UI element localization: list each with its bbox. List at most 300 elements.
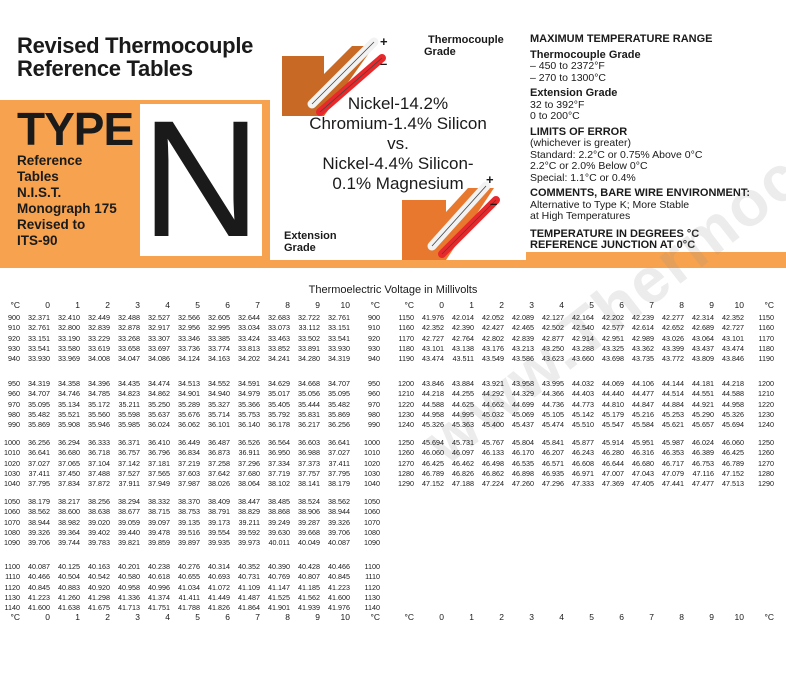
plus-sign: +	[486, 172, 494, 187]
table-cell: 39.935	[208, 538, 230, 548]
table-cell: 41.751	[148, 603, 170, 613]
table-cell: 47.513	[722, 479, 744, 489]
table-cell: 1280	[398, 468, 414, 478]
table-cell: 32.644	[238, 313, 260, 322]
table-cell: 44.069	[602, 379, 624, 388]
table-cell: 41.638	[58, 603, 80, 613]
tc-grade-heading: Thermocouple Grade	[530, 48, 641, 61]
table-cell: 39.211	[238, 517, 260, 527]
table-cell: 41.901	[268, 603, 290, 613]
table-cell: 46.060	[422, 448, 444, 458]
table-cell: 45.657	[692, 420, 714, 430]
table-cell: 9	[315, 612, 320, 622]
table-cell: 2	[105, 300, 110, 310]
table-cell: 4	[165, 612, 170, 622]
table-cell: °C	[404, 612, 414, 622]
table-cell: 42.914	[572, 333, 594, 343]
table-cell: 33.229	[88, 333, 110, 343]
table-cell: 46.717	[662, 458, 684, 468]
table-cell: 37.296	[238, 458, 260, 468]
table-cell: 41.109	[238, 582, 260, 592]
table-cell: 32.878	[118, 323, 140, 333]
table-cell: 35.134	[58, 399, 80, 409]
table-cell: 40.731	[238, 572, 260, 582]
plus-sign: +	[380, 34, 388, 49]
table-cell: 34.008	[88, 354, 110, 364]
table-cell: 1010	[4, 448, 20, 458]
table-cell: 36.718	[88, 448, 110, 458]
table-cell: 40.390	[268, 562, 290, 571]
table-cell: 39.668	[298, 527, 320, 537]
table-cell: 46.826	[452, 468, 474, 478]
table-cell: 2	[499, 300, 504, 310]
limits-heading: LIMITS OF ERROR	[530, 125, 628, 138]
table-cell: 35.444	[298, 399, 320, 409]
table-cell: 39.630	[268, 527, 290, 537]
table-cell: 36.950	[268, 448, 290, 458]
table-cell: 46.389	[692, 448, 714, 458]
table-cell: 920	[368, 333, 380, 343]
table-cell: °C	[370, 612, 380, 622]
table-cell: 37.488	[88, 468, 110, 478]
table-cell: 42.352	[422, 323, 444, 333]
table-cell: 40.958	[118, 582, 140, 592]
table-cell: 1200	[758, 379, 774, 388]
table-cell: 44.773	[572, 399, 594, 409]
table-cell: 1120	[364, 582, 380, 592]
table-cell: 38.409	[208, 497, 230, 506]
table-cell: 41.713	[118, 603, 140, 613]
table-cell: 39.706	[28, 538, 50, 548]
table-cell: 1240	[398, 420, 414, 430]
table-cell: 32.449	[88, 313, 110, 322]
table-cell: 1210	[398, 389, 414, 399]
table-cell: 950	[8, 379, 20, 388]
table-cell: 39.326	[328, 517, 350, 527]
table-cell: 46.280	[602, 448, 624, 458]
table-cell: 44.958	[422, 409, 444, 419]
table-cell: 6	[225, 612, 230, 622]
table-cell: 33.736	[178, 343, 200, 353]
table-cell: 32.605	[208, 313, 230, 322]
table-cell: 35.560	[88, 409, 110, 419]
table-cell: 36.333	[88, 438, 110, 447]
table-cell: 44.588	[422, 399, 444, 409]
table-cell: 5	[195, 612, 200, 622]
table-cell: 0	[45, 300, 50, 310]
table-cell: 35.250	[148, 399, 170, 409]
table-cell: 38.753	[178, 507, 200, 517]
table-cell: 37.027	[328, 448, 350, 458]
table-cell: 44.699	[512, 399, 534, 409]
table-cell: 43.064	[692, 333, 714, 343]
table-cell: °C	[370, 300, 380, 310]
table-cell: 10	[340, 612, 350, 622]
table-cell: 8	[285, 612, 290, 622]
table-cell: 35.985	[118, 420, 140, 430]
subtitle-line: ITS-90	[17, 233, 58, 248]
table-cell: 41.223	[28, 592, 50, 602]
table-cell: 7	[255, 300, 260, 310]
table-cell: 37.373	[298, 458, 320, 468]
table-cell: 39.097	[148, 517, 170, 527]
table-cell: 46.753	[692, 458, 714, 468]
table-cell: 8	[679, 300, 684, 310]
type-heading: TYPE	[17, 103, 134, 155]
max-range-heading: MAXIMUM TEMPERATURE RANGE	[530, 33, 713, 45]
minus-sign: –	[490, 196, 498, 211]
table-cell: 43.474	[722, 343, 744, 353]
table-cell: 42.689	[692, 323, 714, 333]
table-cell: 35.908	[58, 420, 80, 430]
table-cell: 32.527	[148, 313, 170, 322]
table-cell: 46.316	[632, 448, 654, 458]
table-cell: 990	[8, 420, 20, 430]
table-cell: 32.488	[118, 313, 140, 322]
table-cell: 40.087	[28, 562, 50, 571]
table-cell: 39.059	[118, 517, 140, 527]
table-cell: 1030	[4, 468, 20, 478]
table-cell: 42.164	[572, 313, 594, 322]
table-cell: 1050	[4, 497, 20, 506]
table-cell: 45.804	[512, 438, 534, 447]
table-cell: 42.540	[572, 323, 594, 333]
table-cell: 32.761	[28, 323, 50, 333]
table-cell: 35.095	[28, 399, 50, 409]
table-cell: 36.911	[238, 448, 260, 458]
table-cell: 42.277	[662, 313, 684, 322]
table-cell: 1220	[398, 399, 414, 409]
table-cell: 6	[619, 612, 624, 622]
table-cell: 47.333	[572, 479, 594, 489]
table-cell: 37.987	[178, 479, 200, 489]
table-cell: 47.116	[692, 468, 714, 478]
table-cell: 44.810	[602, 399, 624, 409]
table-cell: 44.551	[692, 389, 714, 399]
table-cell: 44.366	[542, 389, 564, 399]
table-cell: 37.834	[58, 479, 80, 489]
table-cell: 1030	[364, 468, 380, 478]
table-cell: 45.584	[632, 420, 654, 430]
table-cell: 37.527	[118, 468, 140, 478]
table-cell: 37.949	[148, 479, 170, 489]
table-cell: 43.995	[542, 379, 564, 388]
table-cell: 32.566	[178, 313, 200, 322]
table-cell: 45.621	[662, 420, 684, 430]
table-cell: 33.151	[28, 333, 50, 343]
table-cell: 39.897	[178, 538, 200, 548]
table-cell: 36.140	[238, 420, 260, 430]
table-cell: 43.549	[482, 354, 504, 364]
table-cell: 39.020	[88, 517, 110, 527]
reference-junction-heading: REFERENCE JUNCTION AT 0°C	[530, 239, 696, 251]
table-cell: 35.095	[328, 389, 350, 399]
table-cell: 34.280	[298, 354, 320, 364]
table-cell: 44.625	[452, 399, 474, 409]
table-cell: 45.253	[662, 409, 684, 419]
table-cell: °C	[10, 612, 20, 622]
table-cell: 46.097	[452, 448, 474, 458]
table-cell: 34.591	[238, 379, 260, 388]
table-cell: 43.101	[722, 333, 744, 343]
table-cell: 33.930	[28, 354, 50, 364]
table-cell: 42.877	[542, 333, 564, 343]
table-cell: 34.124	[178, 354, 200, 364]
table-cell: 43.698	[602, 354, 624, 364]
table-cell: 37.795	[328, 468, 350, 478]
table-cell: 33.852	[268, 343, 290, 353]
table-cell: 6	[619, 300, 624, 310]
table-cell: 1040	[4, 479, 20, 489]
table-cell: 46.425	[722, 448, 744, 458]
table-cell: 38.370	[178, 497, 200, 506]
table-cell: 7	[649, 300, 654, 310]
table-cell: 45.179	[602, 409, 624, 419]
table-cell: 42.014	[452, 313, 474, 322]
table-cell: 38.141	[298, 479, 320, 489]
table-cell: 42.652	[662, 323, 684, 333]
subtitle-line: Tables	[17, 169, 59, 184]
table-cell: 41.864	[238, 603, 260, 613]
table-cell: 35.405	[268, 399, 290, 409]
table-cell: 45.877	[572, 438, 594, 447]
table-cell: 37.911	[118, 479, 140, 489]
table-cell: 4	[559, 612, 564, 622]
table-cell: 39.859	[148, 538, 170, 548]
table-cell: 37.104	[88, 458, 110, 468]
table-cell: 43.846	[722, 354, 744, 364]
table-cell: 38.868	[268, 507, 290, 517]
table-cell: 35.753	[238, 409, 260, 419]
table-cell: 46.462	[452, 458, 474, 468]
table-cell: 34.862	[148, 389, 170, 399]
table-cell: 3	[529, 612, 534, 622]
table-cell: 45.547	[602, 420, 624, 430]
table-cell: 40.769	[268, 572, 290, 582]
table-cell: 1090	[364, 538, 380, 548]
table-cell: 1260	[758, 448, 774, 458]
table-cell: 35.831	[298, 409, 320, 419]
table-cell: 45.767	[482, 438, 504, 447]
table-cell: 37.181	[148, 458, 170, 468]
table-cell: 44.144	[662, 379, 684, 388]
table-cell: 40.845	[328, 572, 350, 582]
table-cell: 38.829	[238, 507, 260, 517]
table-cell: 39.706	[328, 527, 350, 537]
table-cell: 36.680	[58, 448, 80, 458]
subtitle-line: Reference	[17, 153, 83, 168]
table-cell: 940	[368, 354, 380, 364]
table-cell: 1160	[758, 323, 774, 333]
table-cell: 47.188	[452, 479, 474, 489]
table-cell: 38.179	[328, 479, 350, 489]
table-cell: 9	[709, 612, 714, 622]
table-cell: 46.898	[512, 468, 534, 478]
table-cell: 44.736	[542, 399, 564, 409]
table-cell: 900	[8, 313, 20, 322]
table-cell: 38.715	[148, 507, 170, 517]
table-cell: 34.979	[238, 389, 260, 399]
table-cell: 42.764	[452, 333, 474, 343]
table-cell: 1120	[4, 582, 20, 592]
table-cell: 35.366	[238, 399, 260, 409]
table-cell: 36.564	[268, 438, 290, 447]
table-cell: 36.410	[148, 438, 170, 447]
table-cell: 970	[368, 399, 380, 409]
table-cell: 37.757	[298, 468, 320, 478]
table-cell: 43.660	[572, 354, 594, 364]
table-cell: 42.352	[722, 313, 744, 322]
table-cell: 39.973	[238, 538, 260, 548]
table-cell: 43.250	[542, 343, 564, 353]
table-cell: 37.795	[28, 479, 50, 489]
table-cell: 33.151	[328, 323, 350, 333]
table-cell: 47.079	[662, 468, 684, 478]
table-cell: 47.369	[602, 479, 624, 489]
ext-grade-heading: Extension Grade	[530, 87, 618, 99]
table-cell: 40.466	[28, 572, 50, 582]
table-cell: 41.072	[208, 582, 230, 592]
table-cell: 46.024	[692, 438, 714, 447]
table-cell: 33.385	[208, 333, 230, 343]
table-cell: 35.598	[118, 409, 140, 419]
table-cell: 46.425	[422, 458, 444, 468]
reference-subtitle	[17, 153, 142, 249]
table-cell: 47.007	[602, 468, 624, 478]
table-cell: 33.463	[268, 333, 290, 343]
table-cell: 45.731	[452, 438, 474, 447]
table-cell: 1290	[758, 479, 774, 489]
table-cell: 1130	[364, 592, 380, 602]
table-cell: 42.502	[542, 323, 564, 333]
table-cell: 44.477	[632, 389, 654, 399]
table-cell: 41.562	[298, 592, 320, 602]
table-cell: 42.052	[482, 313, 504, 322]
table-cell: 34.901	[178, 389, 200, 399]
table-cell: 40.049	[298, 538, 320, 548]
table-cell: 33.424	[238, 333, 260, 343]
table-cell: 35.017	[268, 389, 290, 399]
table-cell: 1190	[398, 354, 414, 364]
table-cell: 33.930	[328, 343, 350, 353]
table-cell: 45.694	[422, 438, 444, 447]
table-cell: 39.592	[238, 527, 260, 537]
table-cell: °C	[764, 612, 774, 622]
table-cell: 37.219	[178, 458, 200, 468]
table-cell: 41.449	[208, 592, 230, 602]
table-cell: 43.511	[452, 354, 474, 364]
table-cell: 2	[105, 612, 110, 622]
table-cell: 38.791	[208, 507, 230, 517]
subtitle-line: N.I.S.T.	[17, 185, 62, 200]
table-cell: 930	[368, 343, 380, 353]
table-cell: 35.946	[88, 420, 110, 430]
table-cell: 43.176	[482, 343, 504, 353]
voltage-table-left	[0, 300, 392, 630]
table-cell: 44.403	[572, 389, 594, 399]
type-letter: N	[141, 87, 261, 272]
table-cell: 37.642	[208, 468, 230, 478]
table-cell: 33.813	[238, 343, 260, 353]
table-cell: 33.697	[148, 343, 170, 353]
table-cell: 40.314	[208, 562, 230, 571]
table-cell: 1130	[4, 592, 20, 602]
table-cell: 46.133	[482, 448, 504, 458]
table-cell: 34.358	[58, 379, 80, 388]
table-cell: 39.554	[208, 527, 230, 537]
table-cell: 34.047	[118, 354, 140, 364]
table-cell: 36.873	[208, 448, 230, 458]
table-cell: 44.181	[692, 379, 714, 388]
table-cell: 1060	[4, 507, 20, 517]
table-cell: 1220	[758, 399, 774, 409]
table-cell: 45.951	[632, 438, 654, 447]
table-cell: 42.727	[422, 333, 444, 343]
table-cell: 38.638	[88, 507, 110, 517]
table-cell: 41.600	[28, 603, 50, 613]
table-cell: 41.976	[328, 603, 350, 613]
table-cell: 46.353	[662, 448, 684, 458]
table-cell: 36.449	[178, 438, 200, 447]
table-cell: 1020	[364, 458, 380, 468]
table-cell: 41.600	[328, 592, 350, 602]
table-cell: 1270	[758, 458, 774, 468]
table-cell: 33.268	[118, 333, 140, 343]
table-cell: 44.106	[632, 379, 654, 388]
table-cell: 38.677	[118, 507, 140, 517]
table-cell: 960	[368, 389, 380, 399]
table-cell: 1190	[758, 354, 774, 364]
table-cell: 46.608	[572, 458, 594, 468]
table-cell: 35.289	[178, 399, 200, 409]
table-cell: 40.845	[28, 582, 50, 592]
table-cell: 45.474	[542, 420, 564, 430]
table-cell: 33.774	[208, 343, 230, 353]
table-cell: 35.482	[28, 409, 50, 419]
table-cell: 960	[8, 389, 20, 399]
table-cell: 40.011	[268, 538, 290, 548]
table-cell: 41.260	[58, 592, 80, 602]
table-cell: 42.839	[512, 333, 534, 343]
table-cell: 1100	[364, 562, 380, 571]
table-cell: 47.224	[482, 479, 504, 489]
table-cell: 36.526	[238, 438, 260, 447]
table-cell: 33.658	[118, 343, 140, 353]
table-cell: 46.789	[722, 458, 744, 468]
table-cell: 39.478	[148, 527, 170, 537]
table-cell: 10	[734, 612, 744, 622]
table-cell: 3	[529, 300, 534, 310]
table-cell: 34.513	[178, 379, 200, 388]
table-cell: 1180	[758, 343, 774, 353]
table-cell: 43.958	[512, 379, 534, 388]
table-cell: 42.951	[602, 333, 624, 343]
table-cell: 1240	[758, 420, 774, 430]
table-cell: 1250	[758, 438, 774, 447]
table-cell: 37.411	[28, 468, 50, 478]
table-cell: 36.487	[208, 438, 230, 447]
table-cell: 40.276	[178, 562, 200, 571]
table-cell: 42.465	[512, 323, 534, 333]
table-cell: 44.440	[602, 389, 624, 399]
table-cell: 33.346	[178, 333, 200, 343]
table-cell: 1290	[398, 479, 414, 489]
table-cell: 910	[368, 323, 380, 333]
table-cell: 39.364	[58, 527, 80, 537]
table-cell: 1270	[398, 458, 414, 468]
table-cell: 0	[439, 300, 444, 310]
table-cell: 40.807	[298, 572, 320, 582]
